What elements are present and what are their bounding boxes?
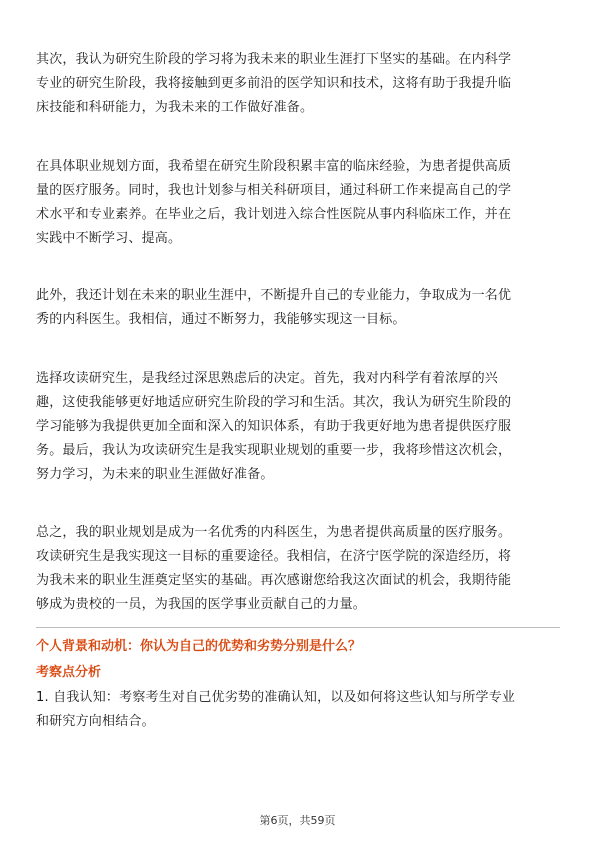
page-content <box>36 48 560 734</box>
text-line: 趣，这使我能够更好地适应研究生阶段的学习和生活。其次，我认为研究生阶段的 <box>36 395 512 410</box>
text-line: 此外，我还计划在未来的职业生涯中，不断提升自己的专业能力，争取成为一名优 <box>36 288 512 303</box>
paragraph-5 <box>36 521 560 617</box>
text-line: 实践中不断学习、提高。 <box>36 231 182 246</box>
paragraph-1 <box>36 48 560 120</box>
paragraph-4 <box>36 367 560 487</box>
page-number-footer: 第6页，共59页 <box>259 814 336 827</box>
text-line: 术水平和专业素养。在毕业之后，我计划进入综合性医院从事内科临床工作，并在 <box>36 207 512 222</box>
text-line: 努力学习，为未来的职业生涯做好准备。 <box>36 467 274 482</box>
paragraph-2 <box>36 155 560 251</box>
text-line: 其次，我认为研究生阶段的学习将为我未来的职业生涯打下坚实的基础。在内科学 <box>36 52 512 67</box>
text-line: 床技能和科研能力，为我未来的工作做好准备。 <box>36 100 314 115</box>
text-line: 量的医疗服务。同时，我也计划参与相关科研项目，通过科研工作来提高自己的学 <box>36 183 512 198</box>
analysis-item-1 <box>36 686 560 734</box>
text-line: 够成为贵校的一员，为我国的医学事业贡献自己的力量。 <box>36 597 367 612</box>
text-line: 学习能够为我提供更加全面和深入的知识体系，有助于我更好地为患者提供医疗服 <box>36 419 512 434</box>
text-line: 1. 自我认知：考察考生对自己优劣势的准确认知，以及如何将这些认知与所学专业 <box>36 690 516 705</box>
section-divider <box>36 627 560 628</box>
text-line: 专业的研究生阶段，我将接触到更多前沿的医学知识和技术，这将有助于我提升临 <box>36 76 512 91</box>
text-line: 在具体职业规划方面，我希望在研究生阶段积累丰富的临床经验，为患者提供高质 <box>36 159 512 174</box>
text-line: 选择攻读研究生，是我经过深思熟虑后的决定。首先，我对内科学有着浓厚的兴 <box>36 371 499 386</box>
interview-question: 个人背景和动机：你认为自己的优势和劣势分别是什么？ <box>36 639 362 654</box>
paragraph-3 <box>36 284 560 332</box>
analysis-heading: 考察点分析 <box>36 665 102 680</box>
text-line: 务。最后，我认为攻读研究生是我实现职业规划的重要一步，我将珍惜这次机会， <box>36 443 512 458</box>
text-line: 和研究方向相结合。 <box>36 714 155 729</box>
text-line: 为我未来的职业生涯奠定坚实的基础。再次感谢您给我这次面试的机会，我期待能 <box>36 573 512 588</box>
text-line: 秀的内科医生。我相信，通过不断努力，我能够实现这一目标。 <box>36 312 406 327</box>
text-line: 总之，我的职业规划是成为一名优秀的内科医生，为患者提供高质量的医疗服务。 <box>36 525 512 540</box>
text-line: 攻读研究生是我实现这一目标的重要途径。我相信，在济宁医学院的深造经历，将 <box>36 549 512 564</box>
